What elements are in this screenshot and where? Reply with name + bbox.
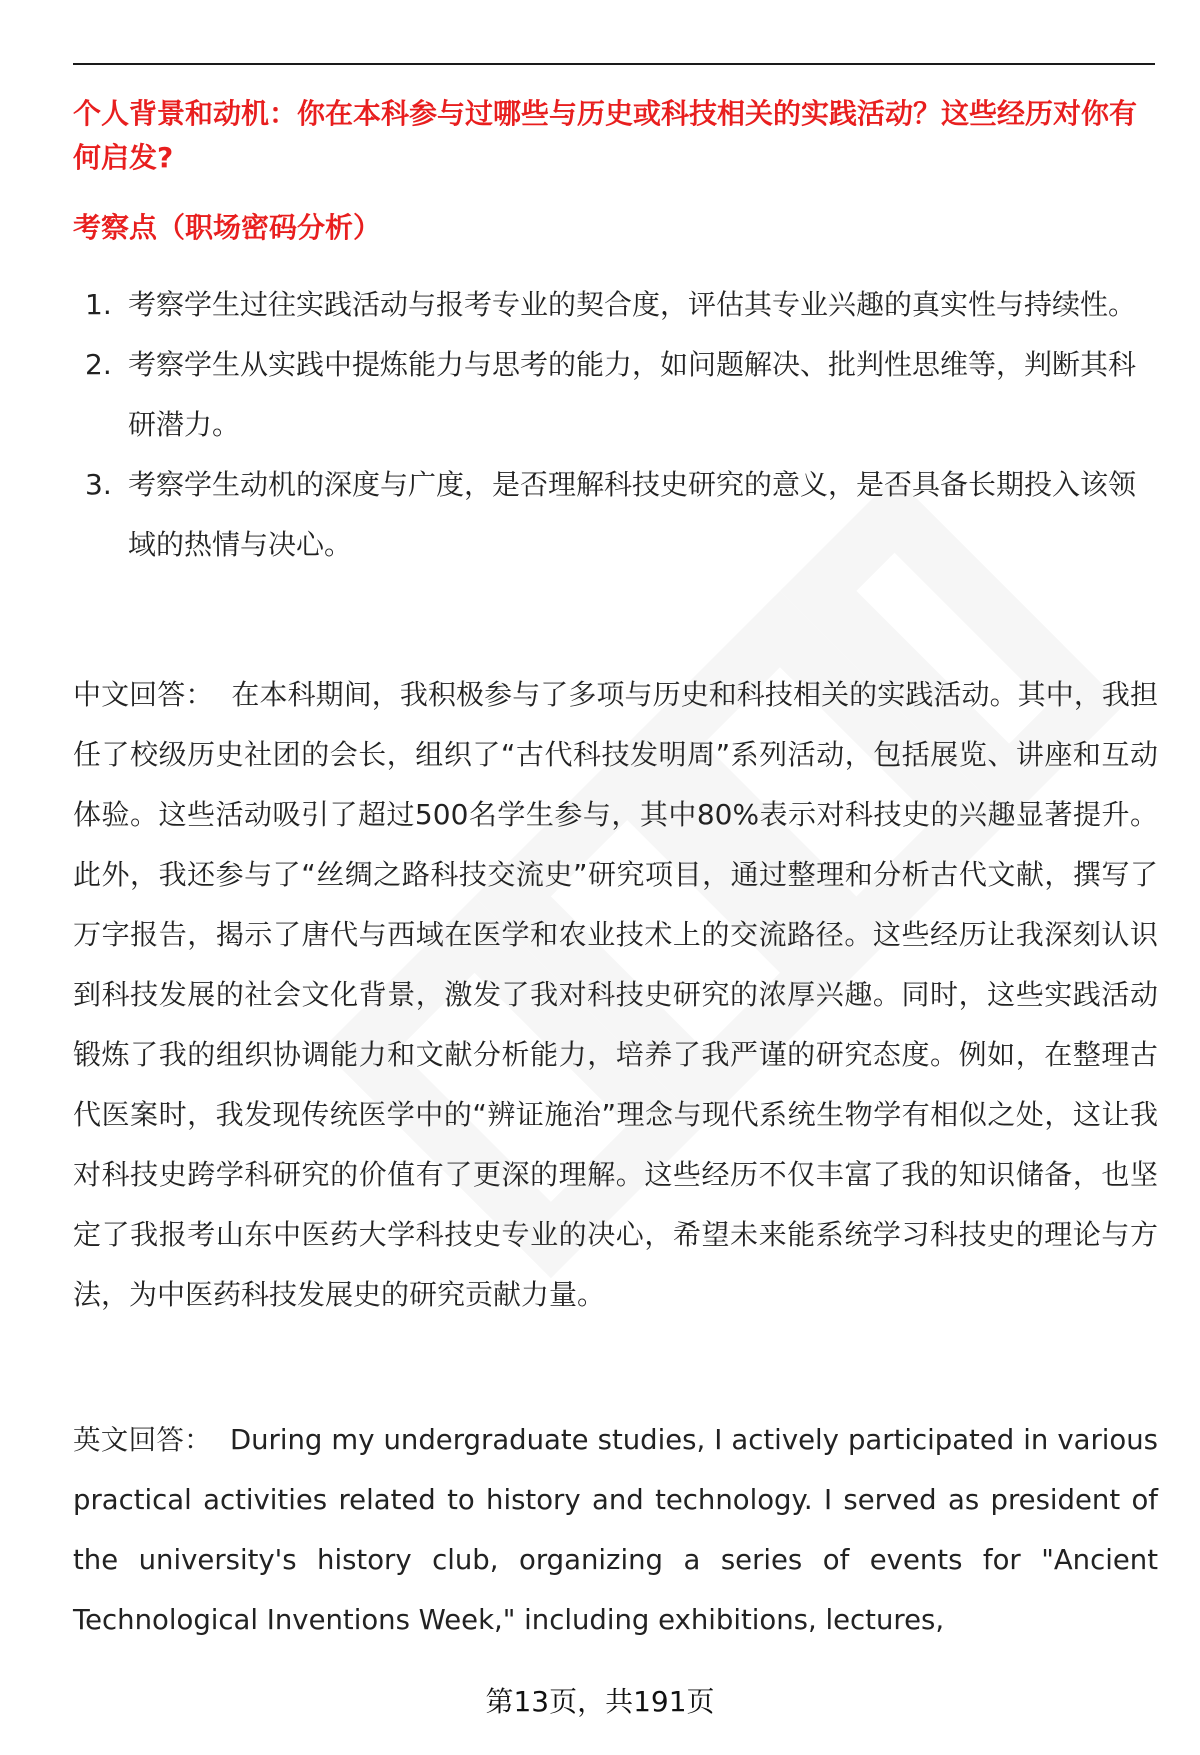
assessment-points-list	[73, 275, 1155, 575]
list-item	[73, 455, 1155, 575]
list-item	[73, 335, 1155, 455]
chinese-answer-label: 中文回答：	[73, 678, 214, 711]
list-item-number: 3.	[85, 468, 112, 501]
list-item-number: 1.	[85, 288, 112, 321]
section-title: 考察点（职场密码分析）	[73, 211, 382, 244]
list-item-text: 考察学生动机的深度与广度，是否理解科技史研究的意义，是否具备长期投入该领域的热情与决心。	[128, 468, 1137, 561]
chinese-answer	[73, 665, 1158, 1325]
english-answer	[73, 1410, 1158, 1650]
list-item	[73, 275, 1155, 335]
list-item-text: 考察学生从实践中提炼能力与思考的能力，如问题解决、批判性思维等，判断其科研潜力。	[128, 348, 1137, 441]
page-number-footer: 第13页，共191页	[485, 1685, 715, 1718]
english-answer-label: 英文回答：	[73, 1424, 212, 1456]
english-answer-text: During my undergraduate studies, I actively participated in various practical activities related to history and technology. I served as president of the university's history club, organizing a series of events for "Ancient Technological Inventions Week," including exhibitions, lectures,	[73, 1424, 1158, 1636]
chinese-answer-text: 在本科期间，我积极参与了多项与历史和科技相关的实践活动。其中，我担任了校级历史社团的会长，组织了“古代科技发明周”系列活动，包括展览、讲座和互动体验。这些活动吸引了超过500名学生参与，其中80%表示对科技史的兴趣显著提升。此外，我还参与了“丝绸之路科技交流史”研究项目，通过整理和分析古代文献，撰写了万字报告，揭示了唐代与西域在医学和农业技术上的交流路径。这些经历让我深刻认识到科技发展的社会文化背景，激发了我对科技史研究的浓厚兴趣。同时，这些实践活动锻炼了我的组织协调能力和文献分析能力，培养了我严谨的研究态度。例如，在整理古代医案时，我发现传统医学中的“辨证施治”理念与现代系统生物学有相似之处，这让我对科技史跨学科研究的价值有了更深的理解。这些经历不仅丰富了我的知识储备，也坚定了我报考山东中医药大学科技史专业的决心，希望未来能系统学习科技史的理论与方法，为中医药科技发展史的研究贡献力量。	[73, 678, 1158, 1311]
top-rule	[73, 63, 1155, 65]
list-item-number: 2.	[85, 348, 112, 381]
question-heading: 个人背景和动机：你在本科参与过哪些与历史或科技相关的实践活动？这些经历对你有何启发?	[73, 97, 1138, 174]
list-item-text: 考察学生过往实践活动与报考专业的契合度，评估其专业兴趣的真实性与持续性。	[128, 288, 1137, 321]
